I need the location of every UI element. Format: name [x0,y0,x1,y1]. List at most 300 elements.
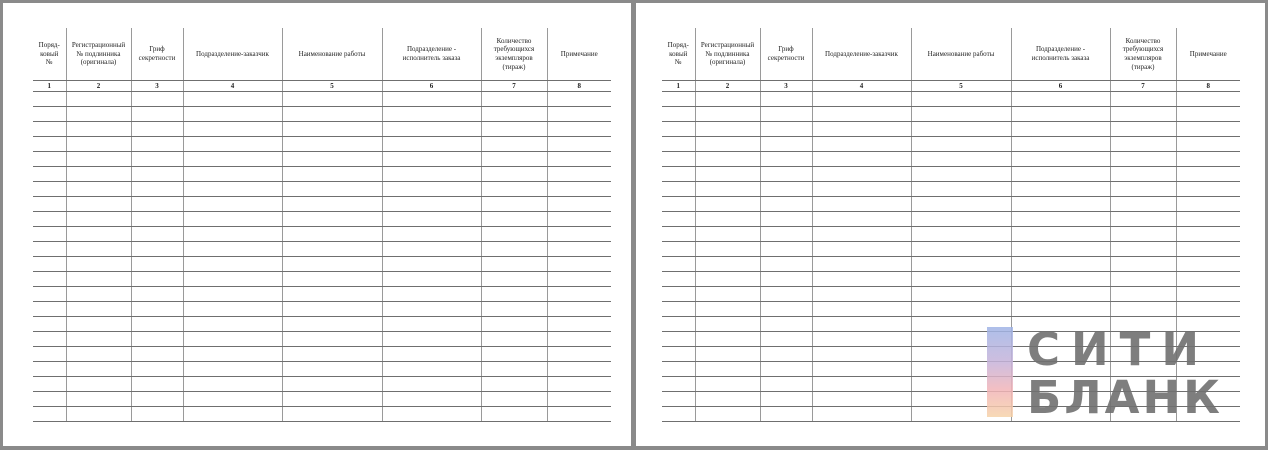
table-cell [66,377,131,392]
table-cell [662,302,695,317]
table-cell [66,227,131,242]
table-cell [481,167,547,182]
table-cell [812,392,911,407]
table-row [33,137,611,152]
column-number: 2 [695,81,760,92]
table-cell [33,227,66,242]
table-cell [547,152,611,167]
table-cell [1176,137,1240,152]
table-cell [131,242,183,257]
col-header-work-name: Наименование работы [911,28,1011,81]
table-cell [547,362,611,377]
table-cell [1011,122,1110,137]
table-cell [812,107,911,122]
table-cell [662,227,695,242]
table-cell [481,332,547,347]
table-cell [481,392,547,407]
table-row [33,227,611,242]
table-cell [66,242,131,257]
table-cell [131,302,183,317]
column-number: 2 [66,81,131,92]
table-cell [382,257,481,272]
col-header-work-name: Наименование работы [282,28,382,81]
table-cell [183,272,282,287]
table-cell [662,317,695,332]
table-cell [547,317,611,332]
table-cell [282,317,382,332]
table-cell [183,137,282,152]
table-cell [1011,272,1110,287]
table-cell [1176,197,1240,212]
table-cell [66,392,131,407]
table-cell [760,92,812,107]
table-cell [695,407,760,422]
table-cell [911,242,1011,257]
table-row [33,212,611,227]
table-cell [695,197,760,212]
table-cell [382,137,481,152]
watermark-logo [987,323,1247,424]
table-cell [382,407,481,422]
table-cell [382,152,481,167]
table-cell [695,107,760,122]
table-cell [812,272,911,287]
column-number: 5 [282,81,382,92]
table-cell [695,122,760,137]
table-cell [1110,302,1176,317]
table-cell [282,347,382,362]
table-cell [547,407,611,422]
table-cell [282,302,382,317]
table-cell [183,242,282,257]
table-cell [911,182,1011,197]
table-cell [1176,272,1240,287]
table-cell [131,392,183,407]
table-cell [812,137,911,152]
table-cell [382,92,481,107]
table-cell [33,377,66,392]
table-cell [66,272,131,287]
table-cell [662,122,695,137]
table-cell [812,242,911,257]
table-row [33,182,611,197]
table-cell [1011,212,1110,227]
table-row [662,242,1240,257]
table-row [33,107,611,122]
table-cell [662,152,695,167]
table-cell [66,362,131,377]
table-cell [33,302,66,317]
table-cell [481,182,547,197]
table-cell [760,332,812,347]
table-cell [662,257,695,272]
table-cell [812,317,911,332]
table-row [33,377,611,392]
table-cell [33,137,66,152]
table-cell [695,227,760,242]
table-cell [812,122,911,137]
table-cell [695,137,760,152]
table-row [33,272,611,287]
table-cell [760,242,812,257]
table-cell [282,227,382,242]
table-cell [911,122,1011,137]
table-cell [382,242,481,257]
table-cell [695,362,760,377]
table-cell [1110,212,1176,227]
table-cell [33,167,66,182]
table-cell [1110,197,1176,212]
col-header-copies: Количество требующихся экземпляров (тираж) [1110,28,1176,81]
table-cell [131,287,183,302]
table-row [33,197,611,212]
table-cell [1110,92,1176,107]
table-cell [812,152,911,167]
table-cell [481,347,547,362]
table-cell [66,152,131,167]
table-cell [33,182,66,197]
table-cell [760,227,812,242]
column-number: 6 [1011,81,1110,92]
table-cell [695,287,760,302]
table-cell [183,107,282,122]
table-cell [66,347,131,362]
table-cell [1110,137,1176,152]
table-cell [66,107,131,122]
table-cell [481,287,547,302]
table-cell [282,122,382,137]
table-cell [1011,287,1110,302]
table-cell [66,197,131,212]
table-cell [662,107,695,122]
table-cell [382,182,481,197]
table-cell [760,137,812,152]
table-cell [695,167,760,182]
table-row [662,272,1240,287]
table-row [662,212,1240,227]
table-cell [911,137,1011,152]
col-header-copies: Количество требующихся экземпляров (тираж) [481,28,547,81]
table-cell [282,182,382,197]
table-cell [33,407,66,422]
table-cell [812,167,911,182]
table-cell [911,302,1011,317]
table-cell [911,167,1011,182]
table-cell [66,302,131,317]
column-number: 7 [481,81,547,92]
table-cell [662,377,695,392]
table-cell [183,92,282,107]
table-cell [812,377,911,392]
table-cell [547,332,611,347]
table-cell [662,272,695,287]
table-cell [695,377,760,392]
table-cell [1110,182,1176,197]
table-cell [911,257,1011,272]
table-cell [131,152,183,167]
table-cell [760,122,812,137]
column-number: 8 [1176,81,1240,92]
table-cell [662,392,695,407]
table-cell [282,107,382,122]
table-cell [131,92,183,107]
table-cell [695,182,760,197]
table-row [33,302,611,317]
table-row [33,347,611,362]
table-cell [1176,107,1240,122]
column-number: 8 [547,81,611,92]
table-cell [662,347,695,362]
table-row [662,107,1240,122]
table-cell [812,227,911,242]
table-row [33,407,611,422]
column-number: 4 [812,81,911,92]
table-cell [66,137,131,152]
table-cell [183,167,282,182]
table-cell [131,257,183,272]
table-cell [382,287,481,302]
table-cell [1011,227,1110,242]
table-cell [662,332,695,347]
column-number: 7 [1110,81,1176,92]
table-cell [812,347,911,362]
table-cell [1110,122,1176,137]
table-cell [183,317,282,332]
table-cell [695,152,760,167]
table-cell [547,92,611,107]
table-cell [131,377,183,392]
table-cell [282,92,382,107]
table-cell [1176,242,1240,257]
table-row [662,182,1240,197]
table-row [33,167,611,182]
table-cell [481,302,547,317]
table-cell [131,407,183,422]
table-cell [33,197,66,212]
table-cell [382,122,481,137]
table-cell [911,107,1011,122]
table-row [33,152,611,167]
table-cell [481,107,547,122]
table-cell [760,392,812,407]
table-cell [481,317,547,332]
table-row [662,287,1240,302]
table-row [662,257,1240,272]
table-cell [547,167,611,182]
table-cell [911,92,1011,107]
table-cell [282,137,382,152]
table-cell [1011,242,1110,257]
table-cell [1110,287,1176,302]
table-cell [183,377,282,392]
table-cell [131,362,183,377]
table-cell [547,242,611,257]
table-cell [760,212,812,227]
table-cell [1110,227,1176,242]
table-cell [760,167,812,182]
table-cell [183,407,282,422]
table-row [662,137,1240,152]
table-cell [760,317,812,332]
table-cell [662,212,695,227]
table-cell [1011,197,1110,212]
table-cell [282,167,382,182]
table-cell [382,272,481,287]
table-cell [183,302,282,317]
table-cell [481,257,547,272]
table-cell [282,377,382,392]
table-cell [481,137,547,152]
table-cell [183,212,282,227]
table-cell [66,122,131,137]
table-cell [33,317,66,332]
table-cell [1110,167,1176,182]
table-cell [911,197,1011,212]
table-cell [1011,257,1110,272]
table-cell [547,302,611,317]
table-cell [812,182,911,197]
table-row [662,122,1240,137]
table-cell [131,107,183,122]
column-number-row [662,81,1240,92]
table-cell [547,257,611,272]
table-row [33,362,611,377]
col-header-registration: Регистрационный № подлинника (оригинала) [695,28,760,81]
table-cell [662,362,695,377]
table-cell [547,287,611,302]
table-row [33,242,611,257]
col-header-executor-dept: Подразделение - исполнитель заказа [382,28,481,81]
col-header-classification: Гриф секретности [760,28,812,81]
table-row [33,257,611,272]
table-cell [911,227,1011,242]
table-cell [382,227,481,242]
table-cell [481,122,547,137]
table-row [33,287,611,302]
table-cell [33,287,66,302]
table-cell [662,182,695,197]
column-number: 3 [760,81,812,92]
table-cell [131,227,183,242]
table-cell [183,287,282,302]
table-cell [812,332,911,347]
table-cell [481,362,547,377]
table-cell [33,212,66,227]
table-cell [760,272,812,287]
column-number: 1 [662,81,695,92]
table-cell [760,152,812,167]
table-cell [66,407,131,422]
table-cell [812,302,911,317]
table-cell [131,182,183,197]
table-cell [33,347,66,362]
table-cell [131,197,183,212]
table-cell [760,362,812,377]
table-cell [1176,182,1240,197]
table-cell [183,197,282,212]
table-cell [183,122,282,137]
table-cell [481,212,547,227]
table-cell [66,182,131,197]
table-cell [183,182,282,197]
table-cell [1011,302,1110,317]
col-header-customer-dept: Подразделение-заказчик [812,28,911,81]
table-cell [695,347,760,362]
table-cell [33,152,66,167]
table-row [33,122,611,137]
table-row [33,332,611,347]
table-cell [282,152,382,167]
table-row [662,152,1240,167]
table-cell [760,182,812,197]
table-cell [382,302,481,317]
table-cell [547,392,611,407]
table-cell [547,272,611,287]
table-cell [695,257,760,272]
table-cell [382,167,481,182]
column-number: 1 [33,81,66,92]
table-cell [1110,152,1176,167]
watermark-text-line1: СИТИ [1027,323,1211,376]
table-row [662,167,1240,182]
table-cell [282,407,382,422]
header-row [33,28,611,81]
table-cell [66,287,131,302]
table-cell [1011,92,1110,107]
table-cell [1110,242,1176,257]
header-row [662,28,1240,81]
table-cell [812,92,911,107]
table-cell [382,332,481,347]
table-cell [1176,152,1240,167]
table-cell [66,167,131,182]
table-cell [282,242,382,257]
table-cell [481,377,547,392]
column-number: 5 [911,81,1011,92]
table-cell [760,257,812,272]
table-cell [547,227,611,242]
table-cell [547,197,611,212]
table-cell [131,167,183,182]
table-cell [66,92,131,107]
table-cell [481,152,547,167]
table-cell [282,212,382,227]
table-cell [1176,212,1240,227]
table-cell [131,317,183,332]
table-cell [1110,272,1176,287]
table-row [33,92,611,107]
table-cell [481,197,547,212]
table-row [33,317,611,332]
table-cell [662,287,695,302]
table-cell [662,242,695,257]
table-cell [662,167,695,182]
table-cell [66,332,131,347]
table-cell [481,407,547,422]
table-row [662,197,1240,212]
table-cell [812,362,911,377]
column-number: 4 [183,81,282,92]
table-cell [695,317,760,332]
table-cell [812,407,911,422]
table-cell [662,137,695,152]
table-cell [695,332,760,347]
table-cell [1110,107,1176,122]
table-cell [282,257,382,272]
table-cell [282,197,382,212]
table-cell [282,332,382,347]
table-cell [382,392,481,407]
